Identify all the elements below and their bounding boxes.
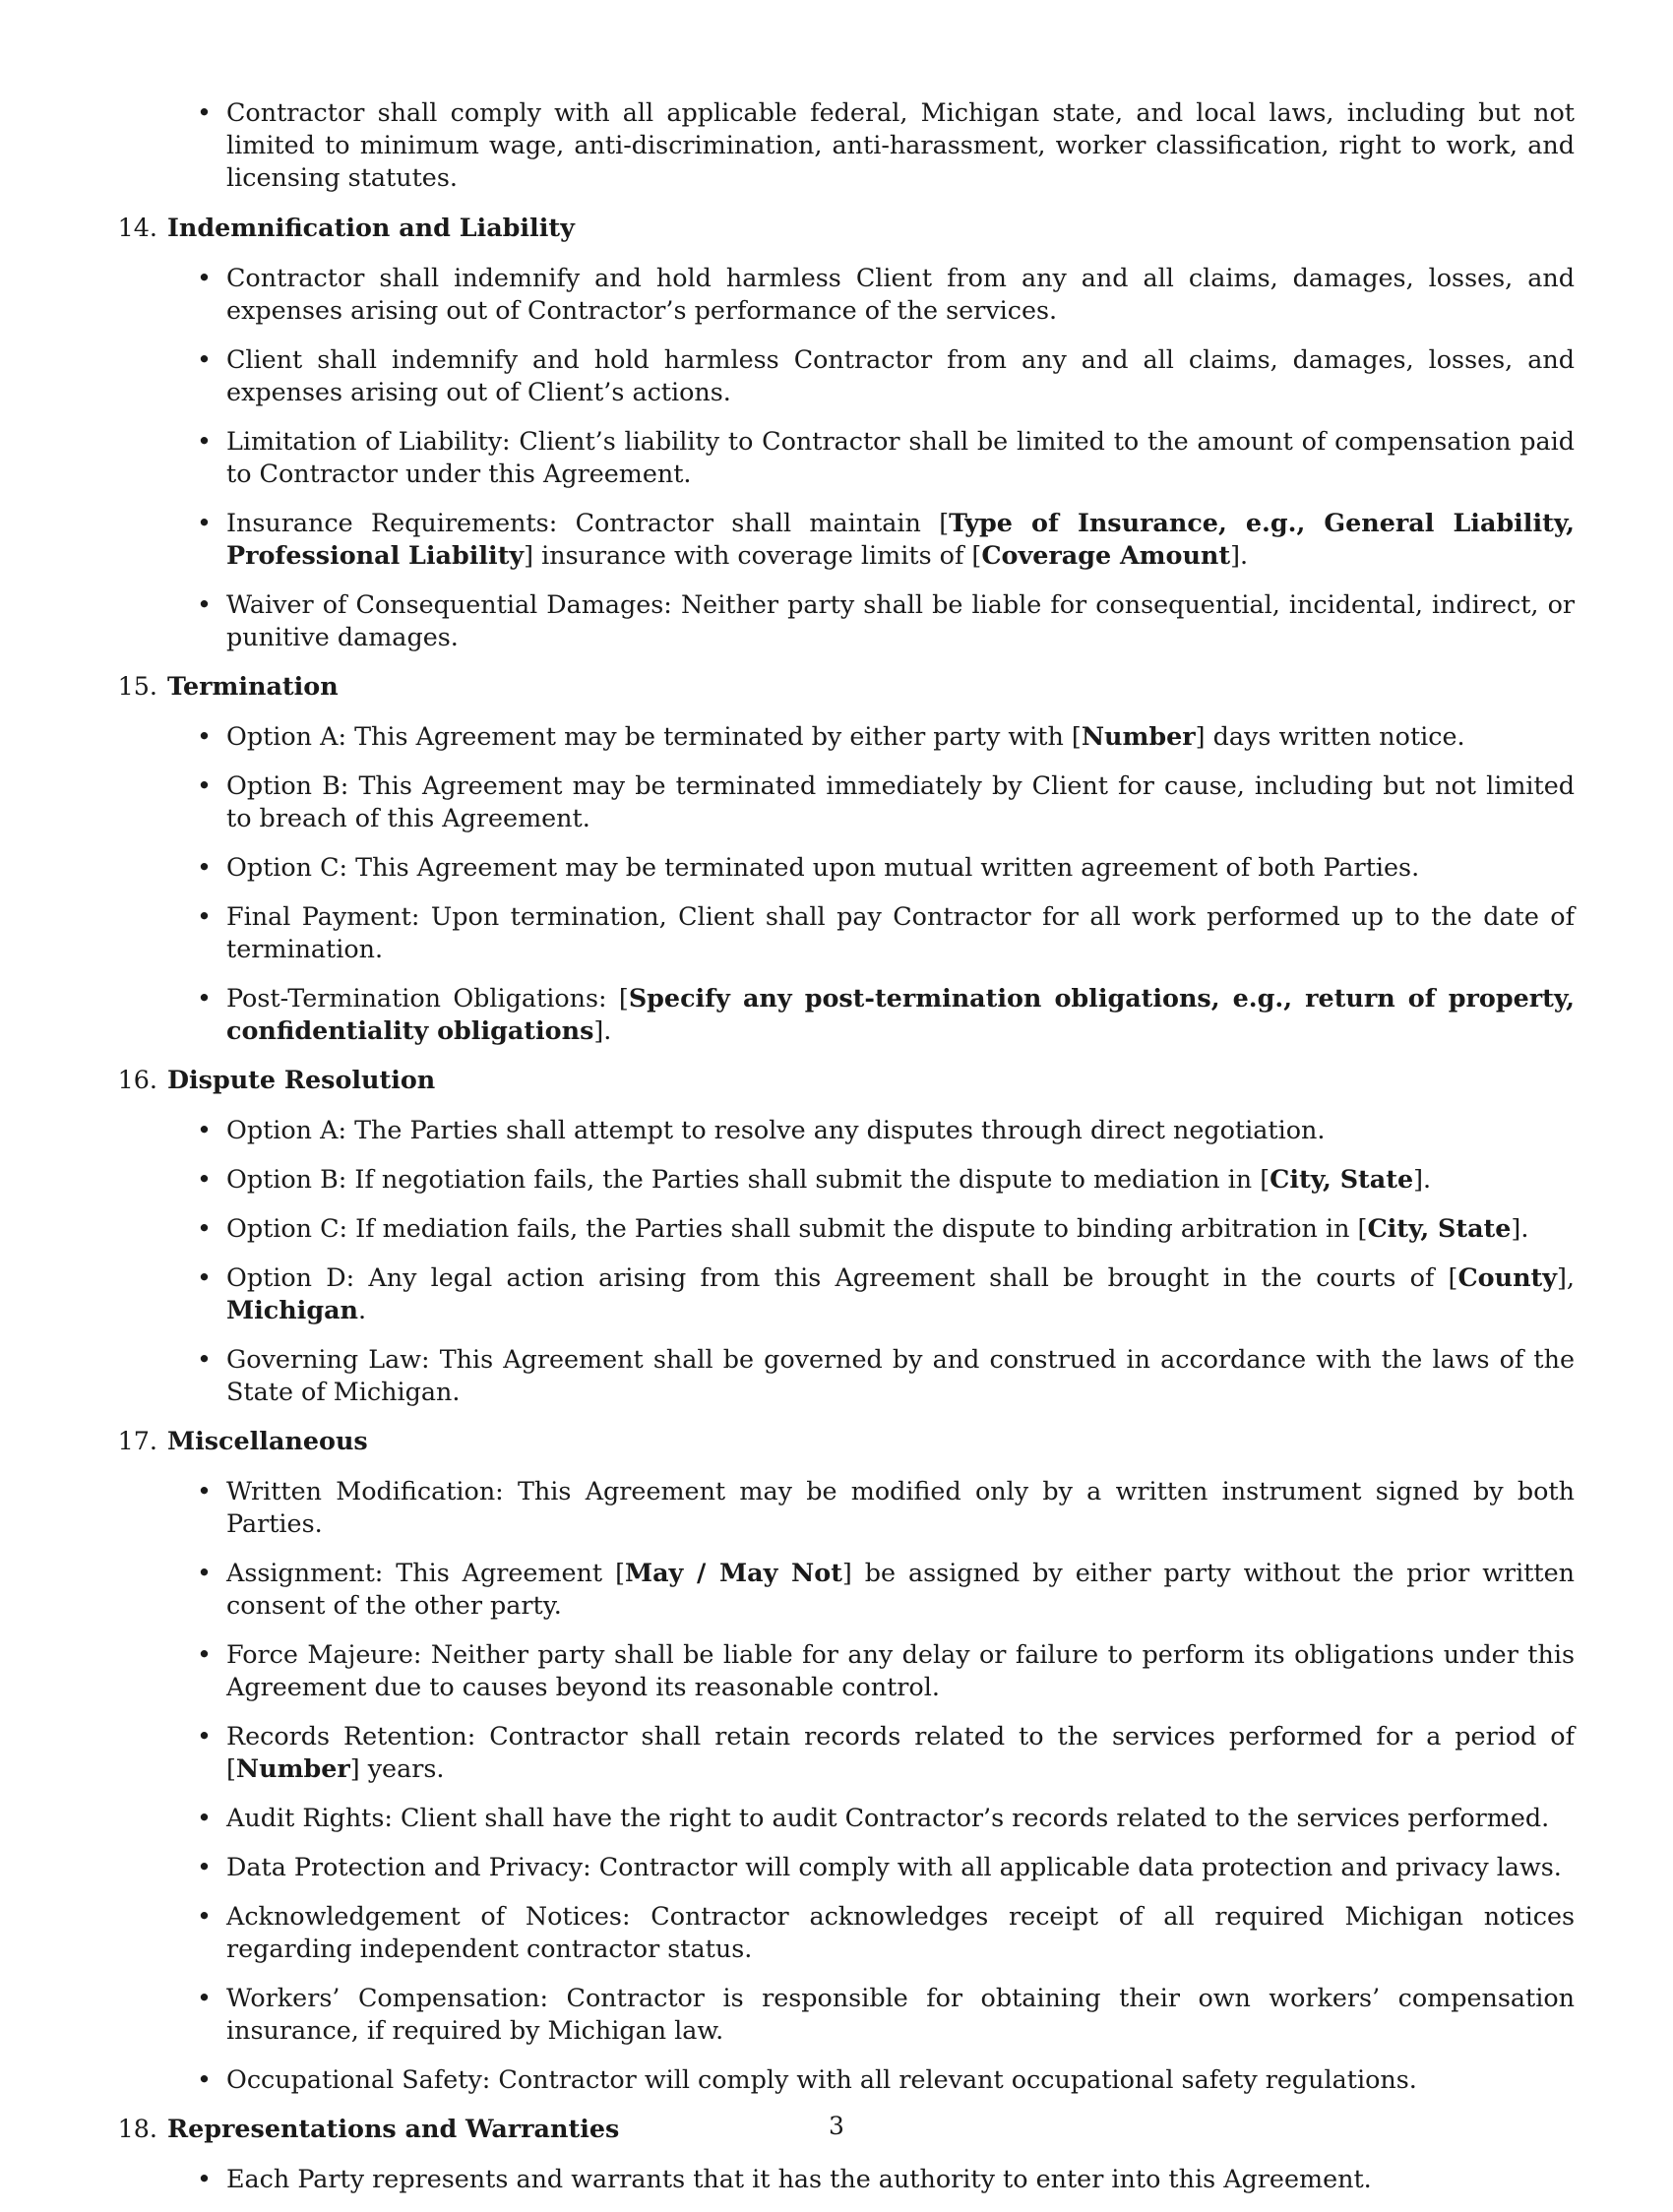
list-item xyxy=(116,1114,1575,1146)
list-item-text: Option A: This Agreement may be terminated by either party with [ xyxy=(226,721,1082,751)
list-item-text: Insurance Requirements: Contractor shall maintain [ xyxy=(226,508,950,537)
list-item xyxy=(116,2063,1575,2096)
list-item-text: Option C: If mediation fails, the Parties shall submit the dispute to binding arbitration in [ xyxy=(226,1213,1368,1243)
section-heading xyxy=(116,212,1575,244)
list-item xyxy=(116,1475,1575,1540)
placeholder-text: County xyxy=(1457,1262,1558,1292)
list-item xyxy=(116,851,1575,884)
list-item xyxy=(116,1557,1575,1622)
page-number: 3 xyxy=(829,2112,844,2140)
placeholder-text: City, State xyxy=(1270,1164,1414,1194)
sections-container xyxy=(116,212,1575,2195)
list-item xyxy=(116,1163,1575,1196)
list-item-text: ] insurance with coverage limits of [ xyxy=(524,540,982,570)
list-item xyxy=(116,507,1575,572)
placeholder-text: Michigan xyxy=(226,1295,358,1324)
placeholder-text: Coverage Amount xyxy=(981,540,1231,570)
list-item-text: ] years. xyxy=(349,1753,445,1783)
list-item-text: Option B: This Agreement may be terminated immediately by Client for cause, including but not limited to breach of this Agreement. xyxy=(226,770,1575,832)
bullet-list xyxy=(116,1114,1575,1408)
list-item-text: Assignment: This Agreement [ xyxy=(226,1558,625,1587)
placeholder-text: May / May Not xyxy=(624,1558,842,1587)
list-item-text: ] be assigned by either party without the prior written consent of the other party. xyxy=(226,1558,1575,1620)
section-title: Dispute Resolution xyxy=(167,1065,436,1094)
list-item-text: Data Protection and Privacy: Contractor will comply with all applicable data protection and privacy laws. xyxy=(226,1852,1562,1881)
placeholder-text: City, State xyxy=(1367,1213,1512,1243)
list-item: • Contractor shall comply with all applicable federal, Michigan state, and local laws, including but not limited to minimum wage, anti-discrimination, anti-harassment, worker classification, right to work, and licensing statutes. xyxy=(116,96,1575,194)
list-item xyxy=(116,982,1575,1047)
list-item-text: Option A: The Parties shall attempt to resolve any disputes through direct negotiation. xyxy=(226,1115,1326,1144)
section-number: 14. xyxy=(117,213,157,242)
list-item xyxy=(116,1638,1575,1703)
list-item xyxy=(116,1851,1575,1883)
list-item xyxy=(116,1900,1575,1965)
placeholder-text: Type of Insurance, e.g., General Liability, Professional Liability xyxy=(226,508,1575,570)
list-item-text: Records Retention: Contractor shall retain records related to the services performed for a period of [ xyxy=(226,1721,1575,1783)
section-number: 17. xyxy=(117,1426,157,1455)
list-item-text: ]. xyxy=(593,1015,612,1045)
list-item-text: Audit Rights: Client shall have the right to audit Contractor’s records related to the services performed. xyxy=(226,1803,1550,1832)
section-title: Miscellaneous xyxy=(167,1426,368,1455)
list-item-text: Post-Termination Obligations: [ xyxy=(226,983,629,1013)
list-item-text: ]. xyxy=(1511,1213,1529,1243)
section xyxy=(116,670,1575,1047)
list-item xyxy=(116,343,1575,408)
page-content xyxy=(116,96,1575,2212)
list-item-text: Client shall indemnify and hold harmless Contractor from any and all claims, damages, losses, and expenses arising out of Client’s actions. xyxy=(226,344,1575,406)
list-item xyxy=(116,1261,1575,1326)
list-item xyxy=(116,900,1575,965)
list-item-text: ]. xyxy=(1413,1164,1432,1194)
section-title: Termination xyxy=(167,671,339,701)
list-item xyxy=(116,1802,1575,1834)
placeholder-text: Specify any post-termination obligations, e.g., return of property, confidentiality obligations xyxy=(226,983,1575,1045)
placeholder-text: Number xyxy=(235,1753,350,1783)
section-number: 16. xyxy=(117,1065,157,1094)
list-item-text: Governing Law: This Agreement shall be governed by and construed in accordance with the laws of the State of Michigan. xyxy=(226,1344,1575,1406)
list-item xyxy=(116,1343,1575,1408)
bullet-list xyxy=(116,2163,1575,2195)
list-item xyxy=(116,1212,1575,1245)
placeholder-text: Number xyxy=(1081,721,1196,751)
section-title: Indemnification and Liability xyxy=(167,213,575,242)
list-item-text: Option B: If negotiation fails, the Parties shall submit the dispute to mediation in [ xyxy=(226,1164,1270,1194)
bullet-list xyxy=(116,1475,1575,2096)
list-item xyxy=(116,425,1575,490)
list-item xyxy=(116,1982,1575,2047)
list-item-text: Written Modification: This Agreement may be modified only by a written instrument signed by both Parties. xyxy=(226,1476,1575,1538)
section xyxy=(116,1425,1575,2096)
list-item-text: Each Party represents and warrants that it has the authority to enter into this Agreement. xyxy=(226,2164,1372,2193)
section-heading xyxy=(116,1425,1575,1457)
section-heading xyxy=(116,1064,1575,1096)
list-item-text: Force Majeure: Neither party shall be liable for any delay or failure to perform its obligations under this Agreement due to causes beyond its reasonable control. xyxy=(226,1639,1575,1701)
list-item-text: Waiver of Consequential Damages: Neither party shall be liable for consequential, incidental, indirect, or punitive damages. xyxy=(226,589,1575,651)
list-item xyxy=(116,1720,1575,1785)
list-item xyxy=(116,588,1575,653)
list-item-text: Option D: Any legal action arising from this Agreement shall be brought in the courts of [ xyxy=(226,1262,1458,1292)
list-item-text: ]. xyxy=(1230,540,1249,570)
section xyxy=(116,212,1575,653)
section-heading xyxy=(116,670,1575,703)
bullet-list xyxy=(116,262,1575,653)
list-item-text: ], xyxy=(1557,1262,1575,1292)
list-item-text: Final Payment: Upon termination, Client shall pay Contractor for all work performed up to the date of termination. xyxy=(226,901,1575,963)
list-item-text: . xyxy=(357,1295,367,1324)
list-item-text: Option C: This Agreement may be terminated upon mutual written agreement of both Parties. xyxy=(226,852,1420,882)
list-item-text: Workers’ Compensation: Contractor is responsible for obtaining their own workers’ compensation insurance, if required by Michigan law. xyxy=(226,1983,1575,2045)
bullet-list xyxy=(116,720,1575,1047)
list-item xyxy=(116,262,1575,327)
list-item-text: Limitation of Liability: Client’s liability to Contractor shall be limited to the amount of compensation paid to Contractor under this Agreement. xyxy=(226,426,1575,488)
section-number: 18. xyxy=(117,2114,157,2143)
list-item-text: Occupational Safety: Contractor will comply with all relevant occupational safety regulations. xyxy=(226,2064,1417,2094)
list-item xyxy=(116,769,1575,834)
list-item xyxy=(116,720,1575,753)
list-item xyxy=(116,2163,1575,2195)
list-item-text: Contractor shall indemnify and hold harmless Client from any and all claims, damages, losses, and expenses arising out of Contractor’s performance of the services. xyxy=(226,263,1575,325)
section xyxy=(116,1064,1575,1408)
list-item-text: Acknowledgement of Notices: Contractor acknowledges receipt of all required Michigan notices regarding independent contractor status. xyxy=(226,1901,1575,1963)
section-title: Representations and Warranties xyxy=(167,2114,620,2143)
list-item-text: ] days written notice. xyxy=(1195,721,1465,751)
section-number: 15. xyxy=(117,671,157,701)
